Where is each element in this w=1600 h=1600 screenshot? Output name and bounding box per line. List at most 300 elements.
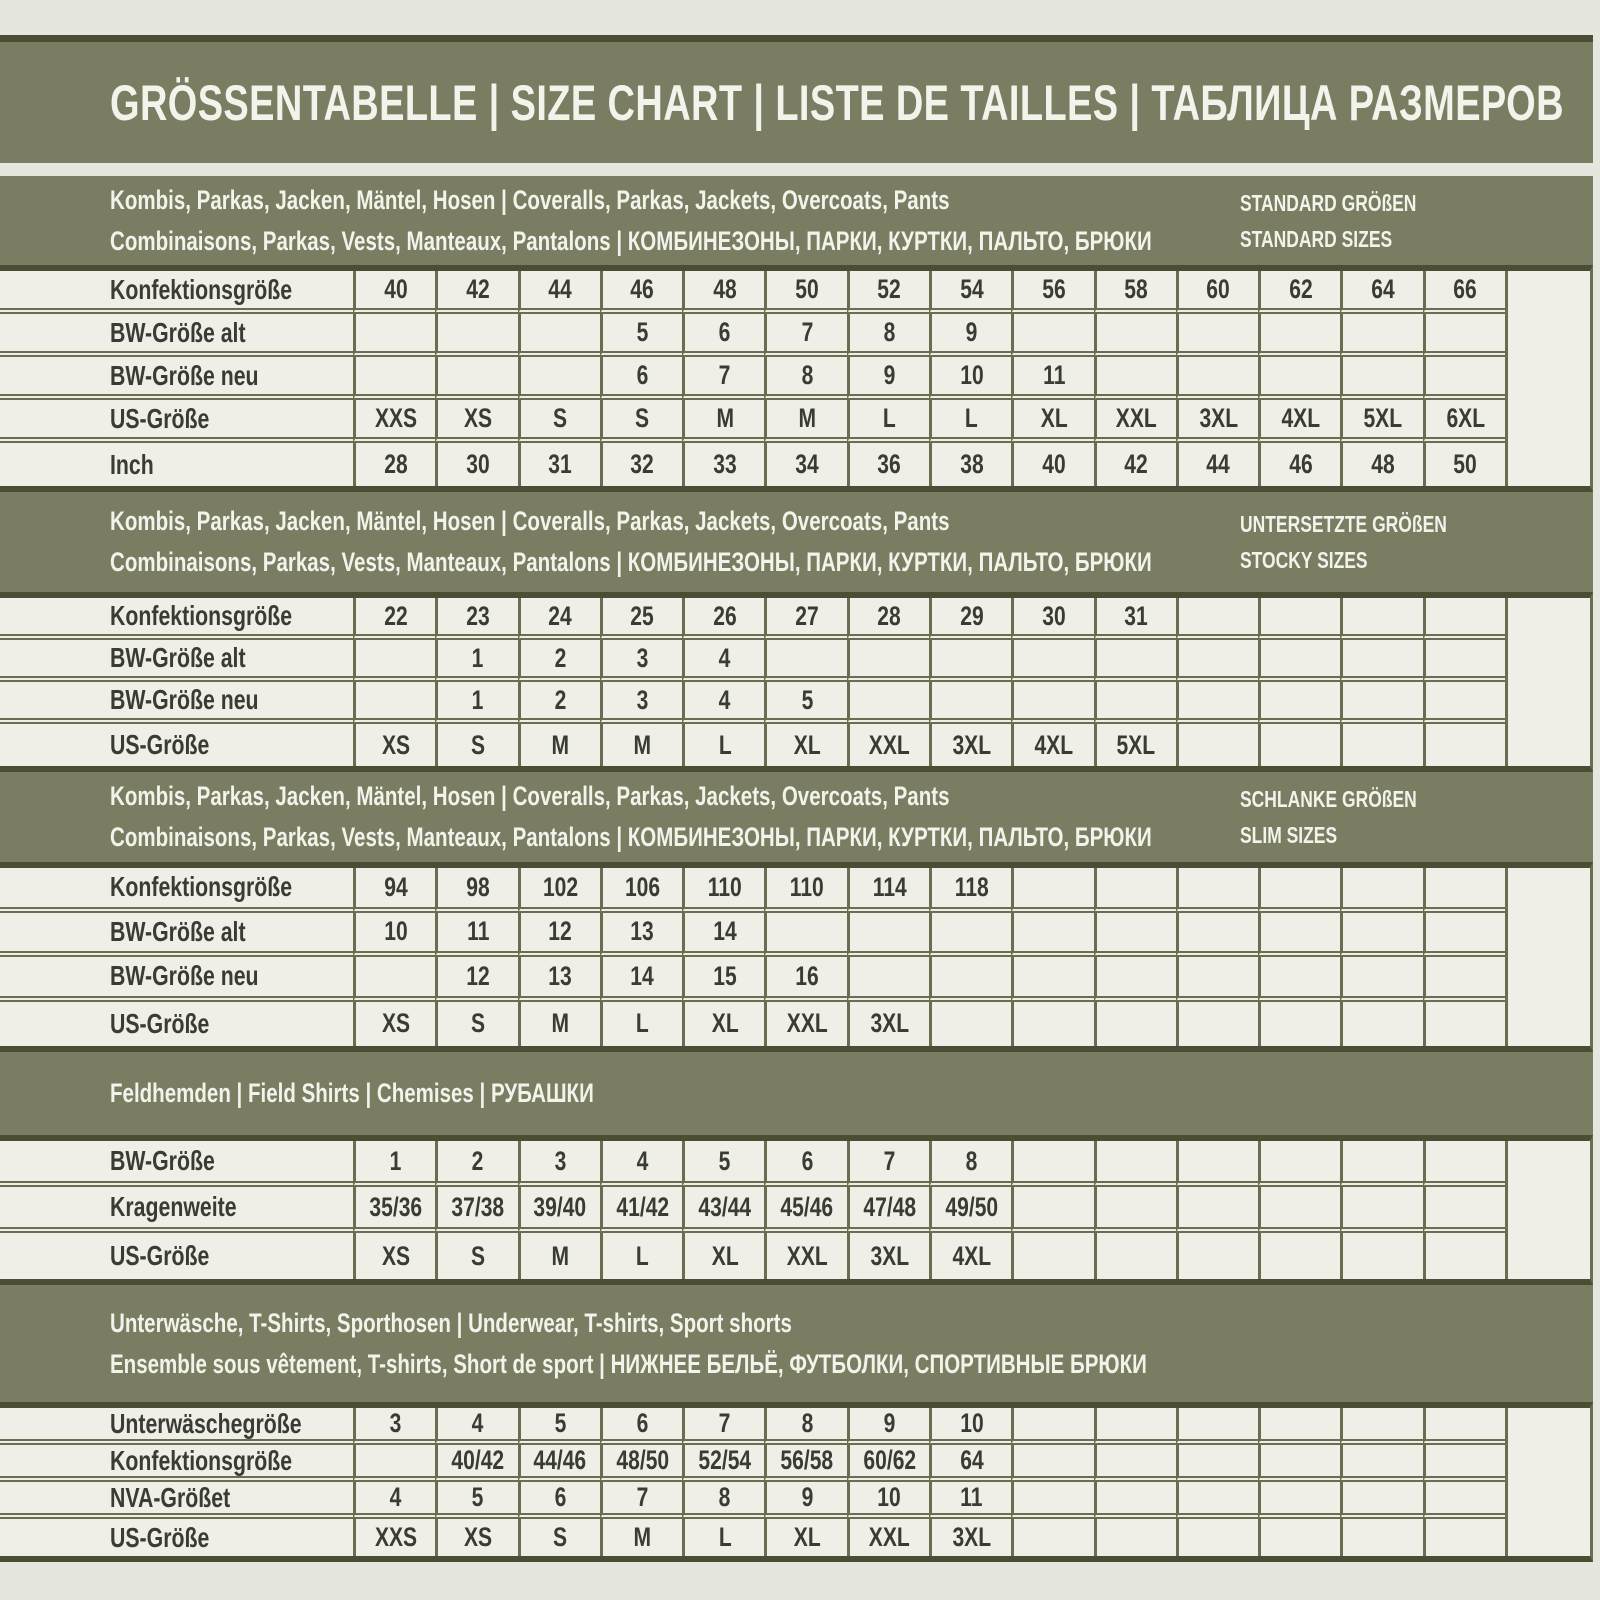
size-cell <box>1176 1141 1258 1187</box>
section-band-underwear <box>0 1285 1593 1402</box>
section-band-standard <box>0 176 1593 265</box>
size-cell: 94 <box>353 868 435 913</box>
size-cell: 5XL <box>1340 400 1422 443</box>
size-cell: 41/42 <box>600 1187 682 1233</box>
size-cell <box>1094 314 1176 357</box>
size-cell: 4XL <box>1258 400 1340 443</box>
size-cell <box>1340 724 1422 766</box>
size-table-standard <box>0 265 1593 492</box>
size-cell <box>1423 1519 1505 1556</box>
section-title-line1: Kombis, Parkas, Jacken, Mäntel, Hosen | Coveralls, Parkas, Jackets, Overcoats, Pants <box>110 506 950 536</box>
size-cell: 3 <box>600 682 682 724</box>
size-cell: 46 <box>600 271 682 314</box>
size-cell: 7 <box>764 314 846 357</box>
size-cell <box>929 640 1011 682</box>
size-cell: 4XL <box>929 1233 1011 1279</box>
size-cell <box>1423 1482 1505 1519</box>
size-cell: 2 <box>518 640 600 682</box>
size-cell: 102 <box>518 868 600 913</box>
size-cell: 33 <box>682 443 764 486</box>
size-cell <box>1423 1233 1505 1279</box>
size-cell: 98 <box>435 868 517 913</box>
size-cell: 5XL <box>1094 724 1176 766</box>
size-cell: 36 <box>847 443 929 486</box>
size-cell: 2 <box>518 682 600 724</box>
size-cell: 48 <box>682 271 764 314</box>
row-label: Inch <box>110 448 154 480</box>
size-cell <box>1258 598 1340 640</box>
size-cell: 10 <box>929 357 1011 400</box>
size-cell: 56/58 <box>764 1445 846 1482</box>
size-cell <box>1258 314 1340 357</box>
size-cell: 8 <box>682 1482 764 1519</box>
size-cell: 6 <box>764 1141 846 1187</box>
size-cell <box>1011 1233 1093 1279</box>
size-cell: 46 <box>1258 443 1340 486</box>
size-cell: L <box>929 400 1011 443</box>
size-cell: XXL <box>847 1519 929 1556</box>
section-title-line2: Ensemble sous vêtement, T-shirts, Short de sport | НИЖНЕЕ БЕЛЬЁ, ФУТБОЛКИ, СПОРТИВНЫЕ БРЮКИ <box>110 1348 1147 1379</box>
size-cell: 3 <box>353 1408 435 1445</box>
size-cell: 5 <box>600 314 682 357</box>
size-cell <box>1423 1408 1505 1445</box>
size-cell <box>1094 1187 1176 1233</box>
size-cell: 10 <box>353 913 435 958</box>
size-cell: S <box>518 400 600 443</box>
size-cell: L <box>682 1519 764 1556</box>
row-label: Unterwäschegröße <box>0 1408 353 1445</box>
size-cell <box>1176 682 1258 724</box>
size-cell <box>1340 640 1422 682</box>
size-cell <box>353 1445 435 1482</box>
size-cell: XXL <box>764 1233 846 1279</box>
row-label: Konfektionsgröße <box>0 1445 353 1482</box>
size-cell: 42 <box>435 271 517 314</box>
size-cell: 7 <box>600 1482 682 1519</box>
size-cell <box>1176 1445 1258 1482</box>
size-cell: M <box>518 724 600 766</box>
section-title-line1: Kombis, Parkas, Jacken, Mäntel, Hosen | Coveralls, Parkas, Jackets, Overcoats, Pants <box>110 184 950 215</box>
row-label: US-Größe <box>110 1240 210 1271</box>
size-cell <box>1423 1187 1505 1233</box>
size-cell <box>1094 957 1176 1002</box>
size-cell <box>1258 1141 1340 1187</box>
section-title-line2: Combinaisons, Parkas, Vests, Manteaux, Pantalons | КОМБИНЕЗОНЫ, ПАРКИ, КУРТКИ, ПАЛЬТО, БРЮКИ <box>110 547 1152 577</box>
size-cell <box>1340 1233 1422 1279</box>
size-cell: L <box>600 1233 682 1279</box>
row-label: US-Größe <box>110 729 210 760</box>
size-cell: 64 <box>1340 271 1422 314</box>
section-title-line2: Combinaisons, Parkas, Vests, Manteaux, Pantalons | КОМБИНЕЗОНЫ, ПАРКИ, КУРТКИ, ПАЛЬТО, БРЮКИ <box>110 225 1152 256</box>
size-cell <box>1340 682 1422 724</box>
size-cell: 110 <box>764 868 846 913</box>
size-cell <box>1423 357 1505 400</box>
size-cell <box>1011 1482 1093 1519</box>
page-title: GRÖSSENTABELLE | SIZE CHART | LISTE DE TAILLES | ТАБЛИЦА РАЗМЕРОВ <box>110 74 1564 131</box>
size-cell: 39/40 <box>518 1187 600 1233</box>
size-cell <box>1011 1187 1093 1233</box>
title-band <box>0 35 1593 163</box>
size-cell <box>1094 1482 1176 1519</box>
size-cell: 40/42 <box>435 1445 517 1482</box>
size-cell: 48 <box>1340 443 1422 486</box>
size-cell <box>1258 640 1340 682</box>
size-cell <box>1176 1002 1258 1047</box>
size-cell <box>435 314 517 357</box>
size-cell <box>847 913 929 958</box>
size-cell: XS <box>435 1519 517 1556</box>
size-cell <box>1340 868 1422 913</box>
size-cell <box>1258 682 1340 724</box>
size-cell: 38 <box>929 443 1011 486</box>
size-cell: 45/46 <box>764 1187 846 1233</box>
size-cell <box>1094 640 1176 682</box>
size-cell: 35/36 <box>353 1187 435 1233</box>
size-cell <box>1011 1002 1093 1047</box>
size-cell <box>1340 1187 1422 1233</box>
size-cell: 14 <box>600 957 682 1002</box>
size-cell: XXL <box>847 724 929 766</box>
size-cell <box>1423 1002 1505 1047</box>
row-label: BW-Größe neu <box>0 957 353 1002</box>
size-cell: 52/54 <box>682 1445 764 1482</box>
size-cell: M <box>518 1002 600 1047</box>
size-cell: 58 <box>1094 271 1176 314</box>
size-cell <box>1258 957 1340 1002</box>
size-cell <box>1423 913 1505 958</box>
size-cell <box>1340 1408 1422 1445</box>
size-cell: 25 <box>600 598 682 640</box>
size-cell: 52 <box>847 271 929 314</box>
size-cell: 5 <box>518 1408 600 1445</box>
size-cell: M <box>600 724 682 766</box>
row-label: US-Größe <box>110 1007 210 1039</box>
size-cell <box>1340 357 1422 400</box>
size-cell: S <box>435 724 517 766</box>
size-cell: 6 <box>600 357 682 400</box>
size-cell: XL <box>682 1233 764 1279</box>
size-cell: 11 <box>929 1482 1011 1519</box>
size-cell: 10 <box>847 1482 929 1519</box>
size-cell: L <box>682 724 764 766</box>
size-cell <box>1011 1408 1093 1445</box>
size-cell: XS <box>353 724 435 766</box>
size-cell: 32 <box>600 443 682 486</box>
size-cell <box>1176 357 1258 400</box>
size-cell: 2 <box>435 1141 517 1187</box>
size-cell <box>1423 598 1505 640</box>
row-label: Kragenweite <box>0 1187 353 1233</box>
size-cell <box>435 357 517 400</box>
size-cell: 30 <box>1011 598 1093 640</box>
section-title-line2: Combinaisons, Parkas, Vests, Manteaux, Pantalons | КОМБИНЕЗОНЫ, ПАРКИ, КУРТКИ, ПАЛЬТО, БРЮКИ <box>110 822 1152 852</box>
size-cell: 3XL <box>929 724 1011 766</box>
size-cell: XXL <box>1094 400 1176 443</box>
size-cell: 9 <box>764 1482 846 1519</box>
size-cell <box>1340 1002 1422 1047</box>
size-cell <box>1258 1002 1340 1047</box>
size-cell <box>1094 1233 1176 1279</box>
size-cell <box>764 640 846 682</box>
size-cell: 56 <box>1011 271 1093 314</box>
size-table-field-shirts <box>0 1135 1593 1285</box>
size-cell: 43/44 <box>682 1187 764 1233</box>
size-cell: 14 <box>682 913 764 958</box>
size-cell <box>1011 640 1093 682</box>
section-title-line1: Kombis, Parkas, Jacken, Mäntel, Hosen | Coveralls, Parkas, Jackets, Overcoats, Pants <box>110 781 950 811</box>
size-cell: 48/50 <box>600 1445 682 1482</box>
size-cell: XXL <box>764 1002 846 1047</box>
size-cell: 7 <box>847 1141 929 1187</box>
size-cell <box>1094 682 1176 724</box>
size-cell <box>1340 314 1422 357</box>
size-cell <box>1176 640 1258 682</box>
size-cell <box>518 314 600 357</box>
row-label: BW-Größe neu <box>0 682 353 724</box>
size-cell: 62 <box>1258 271 1340 314</box>
size-cell: 6 <box>518 1482 600 1519</box>
size-cell: 11 <box>1011 357 1093 400</box>
size-cell <box>1176 724 1258 766</box>
size-cell: M <box>518 1233 600 1279</box>
size-cell: XS <box>353 1233 435 1279</box>
size-cell: 30 <box>435 443 517 486</box>
size-cell: 3 <box>600 640 682 682</box>
size-cell: 3 <box>518 1141 600 1187</box>
size-cell <box>1011 913 1093 958</box>
size-cell: 1 <box>353 1141 435 1187</box>
size-cell: 3XL <box>929 1519 1011 1556</box>
size-cell: XS <box>435 400 517 443</box>
section-title-line1: Unterwäsche, T-Shirts, Sporthosen | Underwear, T-shirts, Sport shorts <box>110 1307 792 1338</box>
size-cell: 23 <box>435 598 517 640</box>
size-cell: L <box>600 1002 682 1047</box>
size-cell <box>1176 314 1258 357</box>
size-cell: 13 <box>600 913 682 958</box>
size-cell: 28 <box>353 443 435 486</box>
size-cell: 5 <box>764 682 846 724</box>
size-table-underwear <box>0 1402 1593 1562</box>
row-label: BW-Größe alt <box>0 640 353 682</box>
size-cell <box>847 957 929 1002</box>
size-cell: XL <box>682 1002 764 1047</box>
size-cell: 50 <box>1423 443 1505 486</box>
size-cell: 12 <box>518 913 600 958</box>
size-cell: 42 <box>1094 443 1176 486</box>
size-cell <box>1340 1445 1422 1482</box>
size-cell: 5 <box>435 1482 517 1519</box>
size-cell: 6 <box>682 314 764 357</box>
section-band-stocky <box>0 492 1593 592</box>
size-cell: 4 <box>682 640 764 682</box>
size-cell <box>1258 1445 1340 1482</box>
size-cell: 54 <box>929 271 1011 314</box>
size-cell: 15 <box>682 957 764 1002</box>
size-cell <box>1340 1519 1422 1556</box>
empty-trailing-cell <box>1505 1408 1590 1556</box>
size-cell: S <box>600 400 682 443</box>
size-type-label-slim: SCHLANKE GRÖßEN SLIM SIZES <box>1240 786 1417 848</box>
size-cell <box>929 957 1011 1002</box>
size-cell: 40 <box>1011 443 1093 486</box>
size-cell: 6XL <box>1423 400 1505 443</box>
empty-trailing-cell <box>1505 868 1590 1046</box>
size-cell <box>1176 868 1258 913</box>
size-cell: 60/62 <box>847 1445 929 1482</box>
size-cell <box>1094 1141 1176 1187</box>
size-cell <box>1340 913 1422 958</box>
size-cell: 114 <box>847 868 929 913</box>
size-cell: 106 <box>600 868 682 913</box>
size-cell <box>929 682 1011 724</box>
size-cell <box>1258 1519 1340 1556</box>
size-cell: 27 <box>764 598 846 640</box>
size-cell <box>518 357 600 400</box>
size-cell <box>1423 957 1505 1002</box>
size-cell <box>1258 868 1340 913</box>
size-cell <box>1176 957 1258 1002</box>
size-cell: 44 <box>518 271 600 314</box>
size-cell: 60 <box>1176 271 1258 314</box>
size-cell <box>847 682 929 724</box>
size-cell: 9 <box>847 1408 929 1445</box>
size-cell: XXS <box>353 1519 435 1556</box>
size-cell: 47/48 <box>847 1187 929 1233</box>
size-cell <box>1258 1482 1340 1519</box>
size-cell: 8 <box>929 1141 1011 1187</box>
size-cell <box>1176 598 1258 640</box>
row-label: Konfektionsgröße <box>0 271 353 314</box>
size-cell: 110 <box>682 868 764 913</box>
size-cell <box>1176 1408 1258 1445</box>
size-cell: 8 <box>847 314 929 357</box>
row-label: US-Größe <box>110 1521 210 1553</box>
size-cell <box>1258 1187 1340 1233</box>
size-cell: S <box>435 1002 517 1047</box>
size-cell <box>1011 682 1093 724</box>
size-cell: 4 <box>353 1482 435 1519</box>
size-cell: 1 <box>435 640 517 682</box>
size-cell <box>1340 957 1422 1002</box>
size-cell <box>1423 1445 1505 1482</box>
size-cell <box>847 640 929 682</box>
size-cell: 4 <box>435 1408 517 1445</box>
size-cell <box>1423 724 1505 766</box>
size-cell <box>1340 598 1422 640</box>
row-label: BW-Größe alt <box>0 314 353 357</box>
size-cell: 31 <box>518 443 600 486</box>
size-cell: 44/46 <box>518 1445 600 1482</box>
size-cell <box>1011 1519 1093 1556</box>
size-cell: XL <box>1011 400 1093 443</box>
size-table-slim <box>0 862 1593 1052</box>
size-cell: M <box>764 400 846 443</box>
size-cell <box>1340 1482 1422 1519</box>
size-cell: S <box>435 1233 517 1279</box>
size-cell <box>1340 1141 1422 1187</box>
size-cell <box>929 913 1011 958</box>
size-cell: 4 <box>600 1141 682 1187</box>
size-cell: 12 <box>435 957 517 1002</box>
row-label: Konfektionsgröße <box>0 598 353 640</box>
size-cell <box>1423 640 1505 682</box>
size-table-stocky <box>0 592 1593 772</box>
size-cell: 7 <box>682 357 764 400</box>
size-cell <box>1258 724 1340 766</box>
size-cell: 64 <box>929 1445 1011 1482</box>
size-cell: 22 <box>353 598 435 640</box>
size-cell: 29 <box>929 598 1011 640</box>
size-cell: 6 <box>600 1408 682 1445</box>
size-cell <box>353 682 435 724</box>
row-label: US-Größe <box>0 400 353 443</box>
size-cell <box>1011 1141 1093 1187</box>
size-cell <box>1423 1141 1505 1187</box>
section-band-slim <box>0 772 1593 862</box>
size-cell <box>1011 314 1093 357</box>
size-cell: 9 <box>929 314 1011 357</box>
size-cell <box>1176 1482 1258 1519</box>
row-label: Konfektionsgröße <box>0 868 353 913</box>
size-cell: 34 <box>764 443 846 486</box>
empty-trailing-cell <box>1505 1141 1590 1279</box>
size-cell: 16 <box>764 957 846 1002</box>
size-cell: XS <box>353 1002 435 1047</box>
size-cell: 13 <box>518 957 600 1002</box>
size-cell: 10 <box>929 1408 1011 1445</box>
size-cell: 8 <box>764 1408 846 1445</box>
size-cell <box>1094 357 1176 400</box>
section-band-field-shirts <box>0 1052 1593 1135</box>
size-cell <box>1176 913 1258 958</box>
size-cell <box>1176 1233 1258 1279</box>
size-cell: 1 <box>435 682 517 724</box>
size-cell: 31 <box>1094 598 1176 640</box>
size-cell: XL <box>764 724 846 766</box>
size-cell: 9 <box>847 357 929 400</box>
row-label: BW-Größe alt <box>0 913 353 958</box>
section-title-line1: Feldhemden | Field Shirts | Chemises | РУБАШКИ <box>110 1078 594 1108</box>
size-cell: 11 <box>435 913 517 958</box>
size-cell: 26 <box>682 598 764 640</box>
size-cell: 40 <box>353 271 435 314</box>
size-cell: 118 <box>929 868 1011 913</box>
size-cell <box>353 640 435 682</box>
size-cell <box>1423 314 1505 357</box>
size-type-label-stocky: UNTERSETZTE GRÖßEN STOCKY SIZES <box>1240 511 1447 573</box>
size-cell <box>353 314 435 357</box>
size-cell <box>1094 1408 1176 1445</box>
size-cell: 3XL <box>847 1233 929 1279</box>
size-cell: 50 <box>764 271 846 314</box>
size-cell <box>764 913 846 958</box>
size-cell: 24 <box>518 598 600 640</box>
size-cell: 7 <box>682 1408 764 1445</box>
size-cell <box>1423 868 1505 913</box>
size-cell <box>1011 868 1093 913</box>
size-cell: 3XL <box>1176 400 1258 443</box>
size-cell: 44 <box>1176 443 1258 486</box>
size-cell <box>1011 957 1093 1002</box>
size-cell <box>1258 357 1340 400</box>
size-cell: 8 <box>764 357 846 400</box>
size-cell: 49/50 <box>929 1187 1011 1233</box>
size-cell <box>353 957 435 1002</box>
size-cell <box>1094 868 1176 913</box>
empty-trailing-cell <box>1505 598 1590 766</box>
size-cell <box>1094 913 1176 958</box>
size-cell <box>1176 1187 1258 1233</box>
